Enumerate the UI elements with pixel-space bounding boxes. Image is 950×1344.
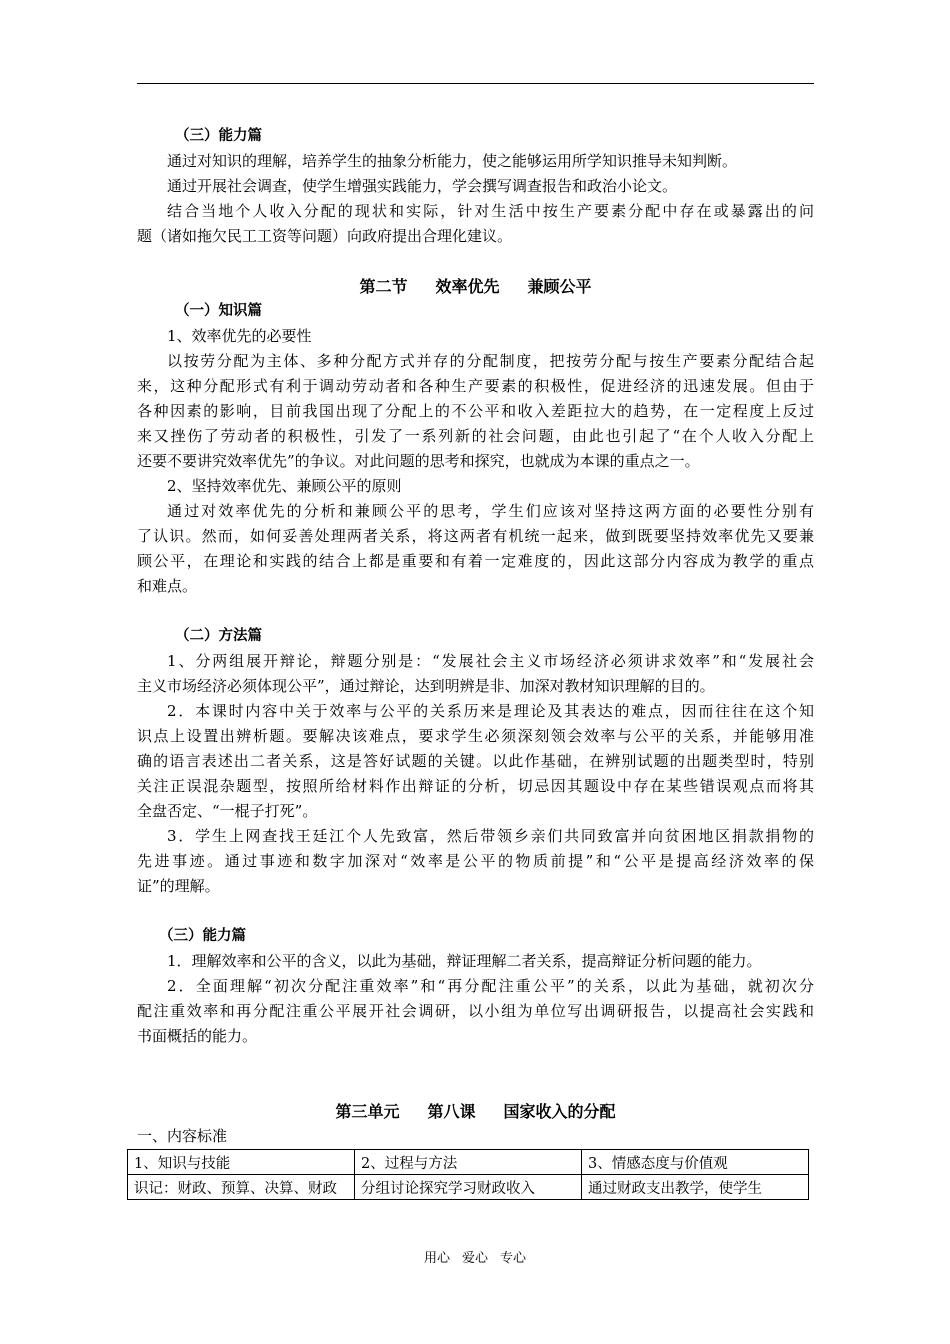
method2-line-5: 全盘否定、“一棍子打死”。 [137, 802, 318, 820]
method3-line-3: 证”的理解。 [137, 877, 220, 895]
method2-line-1: 2．本课时内容中关于效率与公平的关系历来是理论及其表达的难点，因而往往在这个知 [167, 702, 814, 720]
table-header-row [128, 1150, 809, 1175]
content-standard-heading: 一、内容标准 [137, 1127, 228, 1145]
section1-paragraph-3-line-1: 结合当地个人收入分配的现状和实际，针对生活中按生产要素分配中存在或暴露出的问 [167, 202, 814, 220]
item1-line-4: 来又挫伤了劳动者的积极性，引发了一系列新的社会问题，由此也引起了“在个人收入分配上 [137, 427, 814, 445]
item1-title: 1、效率优先的必要性 [167, 327, 312, 345]
footer-text-2: 爱心 [461, 1251, 488, 1266]
method3-line-1: 3．学生上网查找王廷江个人先致富，然后带领乡亲们共同致富并向贫困地区捐款捐物的 [167, 827, 814, 845]
page-footer [0, 1247, 950, 1266]
item2-line-3: 顾公平，在理论和实践的结合上都是重要和有着一定难度的，因此这部分内容成为教学的重点 [137, 552, 814, 570]
section2-title [137, 274, 814, 299]
method1-line-1: 1、分两组展开辩论，辩题分别是：“发展社会主义市场经济必须讲求效率”和“发展社会 [167, 652, 814, 670]
item1-line-5: 还要不要讲究效率优先”的争议。对此问题的思考和探究，也就成为本课的重点之一。 [137, 452, 700, 470]
table-cell: 通过财政支出教学，使学生 [582, 1175, 809, 1200]
item2-title: 2、坚持效率优先、兼顾公平的原则 [167, 477, 402, 495]
method2-line-2: 识点上设置出辨析题。要解决该难点，要求学生必须深刻领会效率与公平的关系，并能够用准 [137, 727, 814, 745]
ability2-line-2: 配注重效率和再分配注重公平展开社会调研，以小组为单位写出调研报告，以提高社会实践和 [137, 1002, 814, 1020]
table-cell: 识记：财政、预算、决算、财政 [128, 1175, 355, 1200]
table-header-cell: 2、过程与方法 [355, 1150, 582, 1175]
document-body [137, 124, 814, 1149]
unit-title-part-2: 第八课 [427, 1102, 476, 1121]
section2-title-part-3: 兼顾公平 [527, 277, 592, 296]
section2-title-part-1: 第二节 [359, 277, 408, 296]
table-header-cell: 1、知识与技能 [128, 1150, 355, 1175]
footer-text-3: 专心 [500, 1251, 527, 1266]
method2-line-4: 关注正误混杂题型，按照所给材料作出辩证的分析，切忌因其题设中存在某些错误观点而将其 [137, 777, 814, 795]
section2-title-part-2: 效率优先 [435, 277, 500, 296]
ability2-line-3: 书面概括的能力。 [137, 1027, 258, 1045]
item2-line-1: 通过对效率优先的分析和兼顾公平的思考，学生们应该对坚持这两方面的必要性分别有 [167, 502, 814, 520]
knowledge-heading: （一）知识篇 [175, 303, 262, 319]
ability2-line-1: 2．全面理解“初次分配注重效率”和“再分配注重公平”的关系，以此为基础，就初次分 [167, 977, 814, 995]
footer-text-1: 用心 [423, 1251, 450, 1266]
table-row [128, 1175, 809, 1200]
item1-line-1: 以按劳分配为主体、多种分配方式并存的分配制度，把按劳分配与按生产要素分配结合起 [167, 352, 814, 370]
table-cell: 分组讨论探究学习财政收入 [355, 1175, 582, 1200]
method-heading: （二）方法篇 [175, 628, 262, 644]
unit-title-part-3: 国家收入的分配 [503, 1102, 616, 1121]
ability1-line: 1．理解效率和公平的含义，以此为基础，辩证理解二者关系，提高辩证分析问题的能力。 [167, 952, 762, 970]
table-header-cell: 3、情感态度与价值观 [582, 1150, 809, 1175]
section1-paragraph-3-line-2: 题（诸如拖欠民工工资等问题）向政府提出合理化建议。 [137, 227, 513, 245]
section1-paragraph-2: 通过开展社会调查，使学生增强实践能力，学会撰写调查报告和政治小论文。 [167, 177, 678, 195]
section1-paragraph-1: 通过对知识的理解，培养学生的抽象分析能力，使之能够运用所学知识推导未知判断。 [167, 152, 738, 170]
header-rule [137, 83, 814, 84]
unit-title [137, 1099, 814, 1124]
item1-line-2: 来，这种分配形式有利于调动劳动者和各种生产要素的积极性，促进经济的迅速发展。但由于 [137, 377, 814, 395]
method1-line-2: 主义市场经济必须体现公平”，通过辩论，达到明辨是非、加深对教材知识理解的目的。 [137, 677, 715, 695]
unit-title-part-1: 第三单元 [335, 1102, 400, 1121]
content-standard-table [127, 1149, 809, 1200]
method2-line-3: 确的语言表述出二者关系，这是答好试题的关键。以此作基础，在辨别试题的出题类型时，特别 [137, 752, 814, 770]
section1-heading: （三）能力篇 [175, 128, 262, 144]
ability-heading: （三）能力篇 [159, 928, 246, 944]
item2-line-4: 和难点。 [137, 577, 198, 595]
method3-line-2: 先进事迹。通过事迹和数字加深对“效率是公平的物质前提”和“公平是提高经济效率的保 [137, 852, 814, 870]
item1-line-3: 各种因素的影响，目前我国出现了分配上的不公平和收入差距拉大的趋势，在一定程度上反过 [137, 402, 814, 420]
item2-line-2: 了认识。然而，如何妥善处理两者关系，将这两者有机统一起来，做到既要坚持效率优先又要兼 [137, 527, 814, 545]
